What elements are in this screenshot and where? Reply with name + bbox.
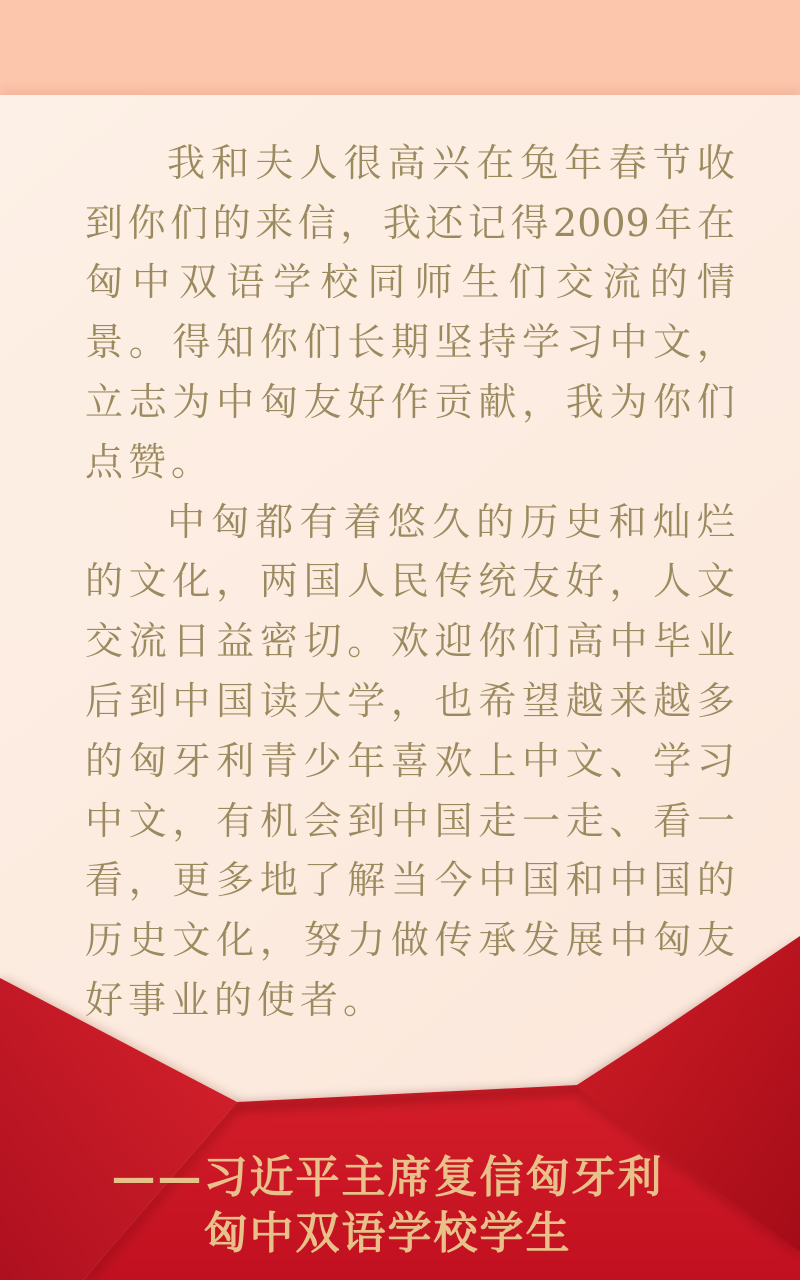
letter-line: 匈 中 双 语 学 校 同 师 生 们 交 流 的 情 xyxy=(85,260,735,305)
top-band xyxy=(0,0,800,95)
letter-line: 历 史 文 化 ， 努 力 做 传 承 发 展 中 匈 友 xyxy=(85,918,735,963)
letter-line: 中 匈 都 有 着 悠 久 的 历 史 和 灿 烂 xyxy=(167,499,735,544)
letter-line: 交 流 日 益 密 切 。 欢 迎 你 们 高 中 毕 业 xyxy=(85,619,735,664)
attribution-line-2: 匈中双语学校学生 xyxy=(203,1208,572,1259)
letter-line: 景 。 得 知 你 们 长 期 坚 持 学 习 中 文 ， xyxy=(85,320,735,365)
letter-body xyxy=(85,133,735,1030)
letter-line: 到 你 们 的 来 信 ， 我 还 记 得 2009 年 在 xyxy=(85,200,735,245)
letter-line: 的 文 化 ， 两 国 人 民 传 统 友 好 ， 人 文 xyxy=(85,559,735,604)
letter-line: 看 ， 更 多 地 了 解 当 今 中 国 和 中 国 的 xyxy=(85,858,735,903)
attribution xyxy=(0,1150,775,1262)
letter-line: 后 到 中 国 读 大 学 ， 也 希 望 越 来 越 多 xyxy=(85,679,735,724)
letter-line: 中 文 ， 有 机 会 到 中 国 走 一 走 、 看 一 xyxy=(85,798,735,843)
letter-line: 点赞。 xyxy=(85,439,215,484)
letter-line: 的 匈 牙 利 青 少 年 喜 欢 上 中 文 、 学 习 xyxy=(85,738,735,783)
letter-line: 好事业的使者。 xyxy=(85,978,387,1023)
letter-line: 我 和 夫 人 很 高 兴 在 兔 年 春 节 收 xyxy=(167,140,735,185)
letter-line: 立 志 为 中 匈 友 好 作 贡 献 ， 我 为 你 们 xyxy=(85,380,735,425)
attribution-line-1: ——习近平主席复信匈牙利 xyxy=(111,1152,664,1203)
